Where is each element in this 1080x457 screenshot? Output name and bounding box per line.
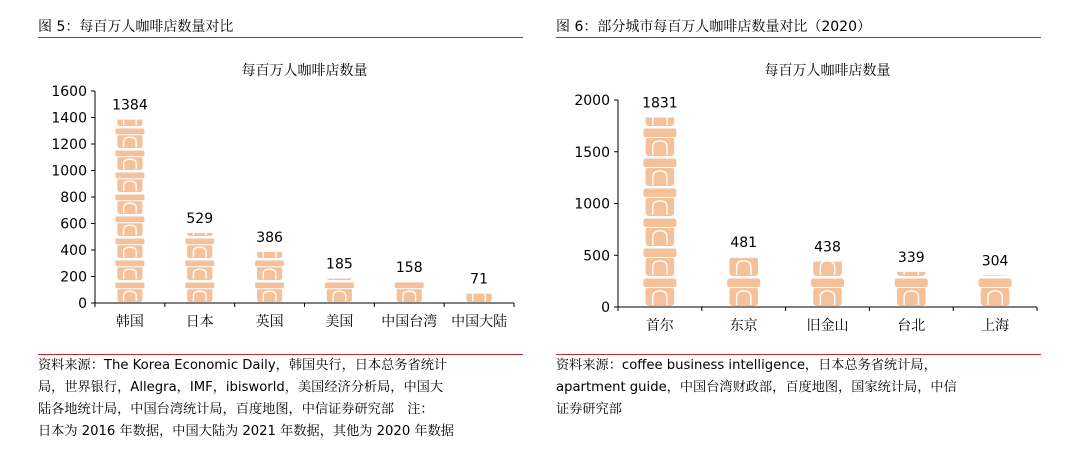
icon-body [397, 288, 422, 302]
y-tick-label: 400 [60, 243, 87, 259]
icon-awning [643, 68, 677, 78]
y-tick-label: 200 [60, 269, 87, 286]
y-tick-label: 1200 [51, 137, 87, 153]
icon-awning [727, 218, 761, 228]
icon-awning [643, 128, 677, 138]
icon-body [646, 167, 675, 186]
icon-awning [185, 194, 215, 201]
icon-awning [115, 150, 145, 157]
figure-panel-left [38, 0, 523, 457]
x-tick-label: 韩国 [115, 314, 144, 330]
y-tick-label: 800 [60, 190, 87, 206]
icon-body [257, 288, 282, 302]
icon-awning [185, 238, 215, 245]
icon-door [904, 231, 918, 245]
icon-awning [643, 278, 677, 288]
x-tick-label: 旧金山 [806, 318, 849, 334]
icon-awning [727, 278, 761, 288]
y-tick-label: 1000 [574, 196, 610, 213]
source-line: apartment guide，中国台湾财政部，百度地图，国家统计局，中信 [556, 380, 957, 395]
icon-awning [255, 216, 285, 223]
y-tick-label: 2000 [574, 93, 610, 109]
data-label: 529 [186, 210, 214, 227]
icon-body [646, 287, 675, 306]
y-tick-label: 1600 [51, 84, 87, 100]
icon-awning [464, 260, 494, 267]
icon-body [117, 266, 142, 280]
source-line: 资料来源：coffee business intelligence，日本总务省统计局， [556, 358, 937, 373]
data-label: 1831 [642, 95, 678, 112]
icon-awning [115, 238, 145, 245]
icon-body [981, 287, 1010, 306]
source-line: 局，世界银行，Allegra，IMF，ibisworld，美国经济分析局，中国大 [38, 380, 444, 395]
source-line: 证券研究部 [556, 402, 622, 417]
icon-body [646, 227, 675, 246]
icon-body [257, 244, 282, 258]
icon-awning [894, 278, 928, 288]
icon-body [117, 134, 142, 148]
icon-body [327, 288, 352, 302]
icon-awning [643, 218, 677, 228]
icon-body [187, 266, 212, 280]
icon-awning [894, 218, 928, 228]
icon-body [646, 197, 675, 216]
data-label: 304 [981, 253, 1009, 270]
source-line: 陆各地统计局，中国台湾统计局，百度地图，中信证券研究部 注： [38, 402, 434, 417]
title-divider [556, 37, 1041, 38]
y-tick-label: 500 [583, 248, 610, 265]
x-tick-label: 中国大陆 [451, 314, 508, 330]
icon-awning [394, 282, 424, 289]
icon-awning [255, 282, 285, 289]
icon-body [646, 77, 675, 96]
icon-awning [978, 278, 1012, 288]
source-note [556, 354, 1041, 421]
figure-title: 图 6：部分城市每百万人咖啡店数量对比（2020） [556, 19, 871, 35]
icon-body [897, 227, 926, 246]
icon-body [187, 244, 212, 258]
x-tick-label: 首尔 [645, 318, 674, 334]
bar [115, 84, 145, 302]
icon-awning [643, 248, 677, 258]
icon-body [117, 156, 142, 170]
y-tick-label: 1400 [51, 110, 87, 127]
data-label: 438 [814, 239, 841, 256]
icon-awning [115, 282, 145, 289]
icon-awning [185, 260, 215, 267]
x-tick-label: 台北 [897, 318, 926, 334]
icon-awning [643, 158, 677, 168]
x-tick-label: 英国 [255, 314, 284, 330]
y-tick-label: 1000 [51, 163, 87, 180]
data-label: 158 [395, 260, 423, 277]
title-divider [38, 37, 523, 38]
icon-awning [978, 218, 1012, 228]
y-tick-label: 600 [60, 216, 87, 233]
y-tick-label: 0 [601, 300, 610, 316]
data-label: 71 [470, 271, 488, 288]
icon-awning [115, 84, 145, 91]
icon-awning [115, 172, 145, 179]
icon-body [981, 227, 1010, 246]
icon-awning [115, 128, 145, 135]
icon-body [813, 257, 842, 276]
icon-awning [115, 260, 145, 267]
icon-awning [811, 218, 845, 228]
data-label: 1384 [112, 97, 148, 114]
x-tick-label: 上海 [981, 318, 1010, 334]
figure-title: 图 5：每百万人咖啡店数量对比 [38, 19, 234, 35]
icon-awning [811, 278, 845, 288]
icon-awning [643, 188, 677, 198]
x-tick-label: 中国台湾 [381, 314, 438, 330]
chart-right [556, 45, 1041, 350]
source-line: 日本为 2016 年数据，中国大陆为 2021 年数据，其他为 2020 年数据 [38, 424, 454, 439]
icon-body [117, 112, 142, 126]
data-label: 481 [730, 235, 758, 252]
icon-body [646, 137, 675, 156]
icon-awning [185, 282, 215, 289]
data-label: 386 [256, 229, 283, 246]
icon-awning [115, 216, 145, 223]
icon-body [187, 288, 212, 302]
x-tick-label: 东京 [729, 318, 758, 334]
x-tick-label: 日本 [185, 314, 214, 330]
chart-left [38, 45, 523, 350]
icon-body [646, 257, 675, 276]
figure-panel-right [556, 0, 1041, 457]
data-label: 339 [897, 249, 925, 266]
icon-body [466, 288, 491, 302]
source-note [38, 354, 523, 443]
icon-body [117, 178, 142, 192]
chart-title: 每百万人咖啡店数量 [241, 63, 368, 79]
icon-body [813, 287, 842, 306]
icon-body [117, 222, 142, 236]
source-line: 资料来源：The Korea Economic Daily，韩国央行，日本总务省统计 [38, 358, 448, 373]
icon-body [257, 266, 282, 280]
icon-body [729, 257, 758, 276]
icon-body [117, 288, 142, 302]
icon-body [897, 287, 926, 306]
y-tick-label: 1500 [574, 144, 610, 161]
icon-awning [115, 194, 145, 201]
icon-body [117, 244, 142, 258]
icon-awning [255, 260, 285, 267]
icon-awning [324, 282, 354, 289]
bar [727, 218, 761, 306]
x-tick-label: 美国 [325, 314, 354, 330]
icon-door [653, 81, 667, 95]
icon-awning [324, 238, 354, 245]
icon-door [988, 231, 1002, 245]
y-tick-label: 0 [78, 296, 87, 312]
bar [811, 218, 845, 306]
icon-body [729, 287, 758, 306]
data-label: 185 [326, 256, 353, 273]
chart-title: 每百万人咖啡店数量 [764, 63, 891, 79]
icon-body [117, 200, 142, 214]
